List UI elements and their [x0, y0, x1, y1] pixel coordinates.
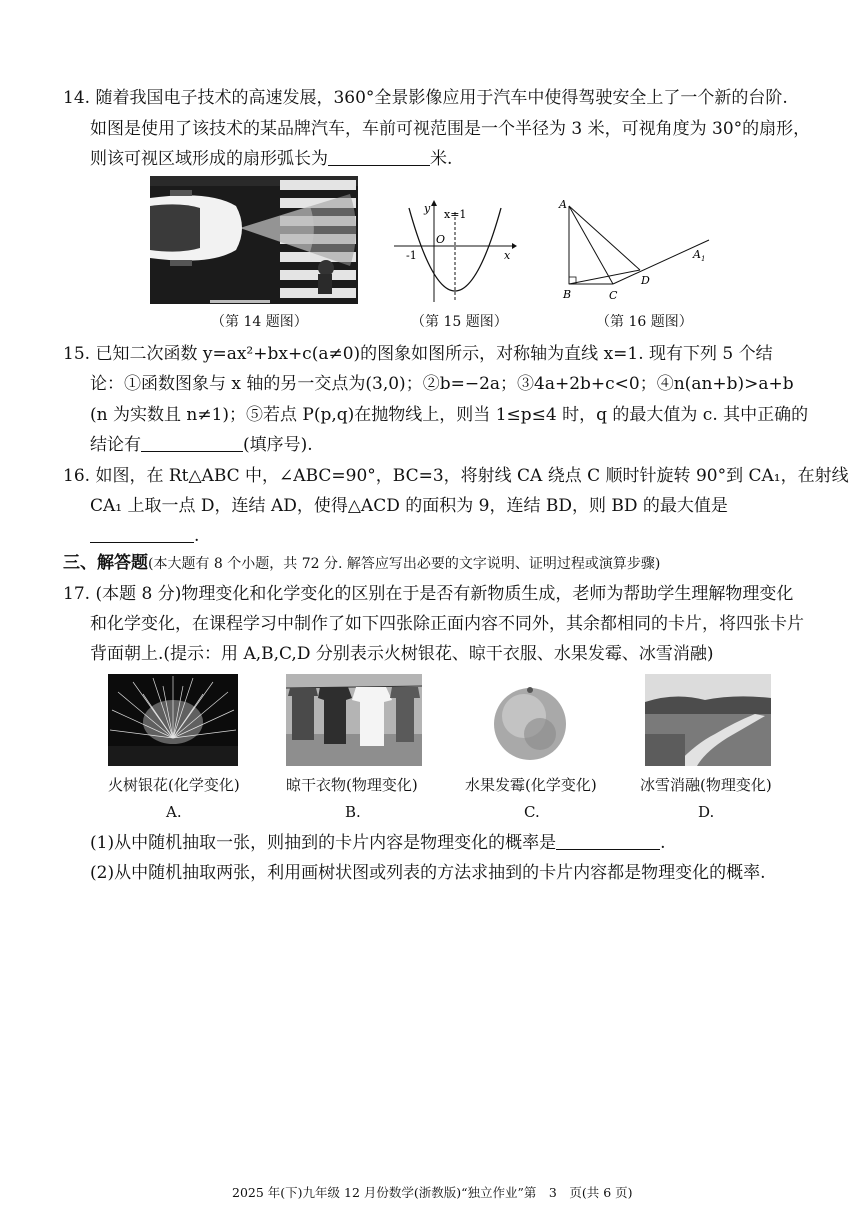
- answer-blank-17-1[interactable]: [556, 833, 660, 850]
- card-b-caption: 晾干衣物(物理变化): [286, 776, 418, 794]
- section-3-note: (本大题有 8 个小题，共 72 分. 解答应写出必要的文字说明、证明过程或演算步骤): [148, 556, 661, 572]
- fig15-axis-label: x=1: [444, 208, 467, 221]
- fig16-caption: （第 16 题图）: [596, 314, 693, 330]
- fig16-label-c: C: [609, 289, 618, 302]
- card-d-melting-snow-image: [645, 674, 771, 766]
- q16-line1: 16. 如图，在 Rt△ABC 中，∠ABC=90°，BC=3，将射线 CA 绕点 C 顺时针旋转 90°到 CA₁，在射线: [63, 466, 849, 486]
- fig14-car-photo: [150, 176, 358, 304]
- fig15-origin-label: O: [436, 233, 446, 246]
- card-d-caption: 冰雪消融(物理变化): [640, 776, 772, 794]
- q14-line2: 如图是使用了该技术的某品牌汽车，车前可视范围是一个半径为 3 米，可视角度为 30°的扇形，: [90, 119, 811, 139]
- answer-blank-14[interactable]: [328, 149, 430, 166]
- q17-line1: 17. (本题 8 分)物理变化和化学变化的区别在于是否有新物质生成，老师为帮助学生理解物理变化: [63, 584, 794, 604]
- q14-line3: [90, 149, 452, 170]
- fig16-triangle-diagram: [555, 196, 715, 304]
- answer-blank-15[interactable]: [141, 435, 243, 452]
- fig16-label-a1: $A_1$: [693, 248, 706, 263]
- q15-line1: 15. 已知二次函数 y=ax²+bx+c(a≠0)的图象如图所示，对称轴为直线 x=1. 现有下列 5 个结: [63, 344, 773, 364]
- q17-sub1: [90, 833, 666, 854]
- q16-line3-end: .: [194, 526, 200, 546]
- q15-line3: (n 为实数且 n≠1)；⑤若点 P(p,q)在抛物线上，则当 1≤p≤4 时，q 的最大值为 c. 其中正确的: [90, 405, 809, 425]
- fig14-caption: （第 14 题图）: [211, 314, 308, 330]
- q16-line2: CA₁ 上取一点 D，连结 AD，使得△ACD 的面积为 9，连结 BD，则 BD 的最大值是: [90, 496, 728, 516]
- q17-sub2: (2)从中随机抽取两张，利用画树状图或列表的方法求抽到的卡片内容都是物理变化的概率.: [90, 863, 766, 883]
- fig16-label-d: D: [641, 274, 650, 287]
- q14-line1: 14. 随着我国电子技术的高速发展，360°全景影像应用于汽车中使得驾驶安全上了一个新的台阶.: [63, 88, 788, 108]
- fig16-label-a: A: [559, 198, 567, 211]
- q15-line4-end: (填序号).: [243, 435, 313, 455]
- section-3-title: 三、解答题: [63, 553, 148, 573]
- fig15-caption: （第 15 题图）: [411, 314, 508, 330]
- q14-line3-end: 米.: [430, 149, 453, 169]
- q17-line2: 和化学变化，在课程学习中制作了如下四张除正面内容不同外，其余都相同的卡片，将四张卡片: [90, 614, 804, 634]
- fig15-parabola-graph: [392, 198, 517, 310]
- card-a-caption: 火树银花(化学变化): [108, 776, 240, 794]
- card-a-fireworks-image: [108, 674, 238, 766]
- card-c-fruit-image: [490, 682, 570, 764]
- card-b-clothes-image: [286, 674, 422, 766]
- section-3-heading: [63, 553, 660, 575]
- fig16-label-b: B: [563, 288, 572, 301]
- fig15-neg1-label: -1: [406, 249, 417, 262]
- fig15-x-label: x: [504, 249, 511, 262]
- q15-line4: [90, 435, 313, 456]
- q17-sub1-text: (1)从中随机抽取一张，则抽到的卡片内容是物理变化的概率是: [90, 833, 557, 853]
- card-c-caption: 水果发霉(化学变化): [465, 776, 597, 794]
- q15-line4-text: 结论有: [90, 435, 141, 455]
- fig15-y-label: y: [424, 202, 431, 215]
- card-d-letter: D.: [698, 803, 715, 821]
- page-footer: 2025 年(下)九年级 12 月份数学(浙教版)“独立作业”第 3 页(共 6 页): [232, 1185, 633, 1200]
- q15-line2: 论：①函数图象与 x 轴的另一交点为(3,0)；②b=−2a；③4a+2b+c<0；④n(an+b)>a+b: [90, 374, 794, 394]
- q14-line3-text: 则该可视区域形成的扇形弧长为: [90, 149, 328, 169]
- answer-blank-16[interactable]: [90, 526, 194, 543]
- q17-line3: 背面朝上.(提示：用 A,B,C,D 分别表示火树银花、晾干衣服、水果发霉、冰雪消融): [90, 644, 714, 664]
- card-b-letter: B.: [345, 803, 361, 821]
- card-a-letter: A.: [166, 803, 182, 821]
- q16-line3: [90, 526, 199, 547]
- q17-sub1-end: .: [660, 833, 666, 853]
- card-c-letter: C.: [524, 803, 540, 821]
